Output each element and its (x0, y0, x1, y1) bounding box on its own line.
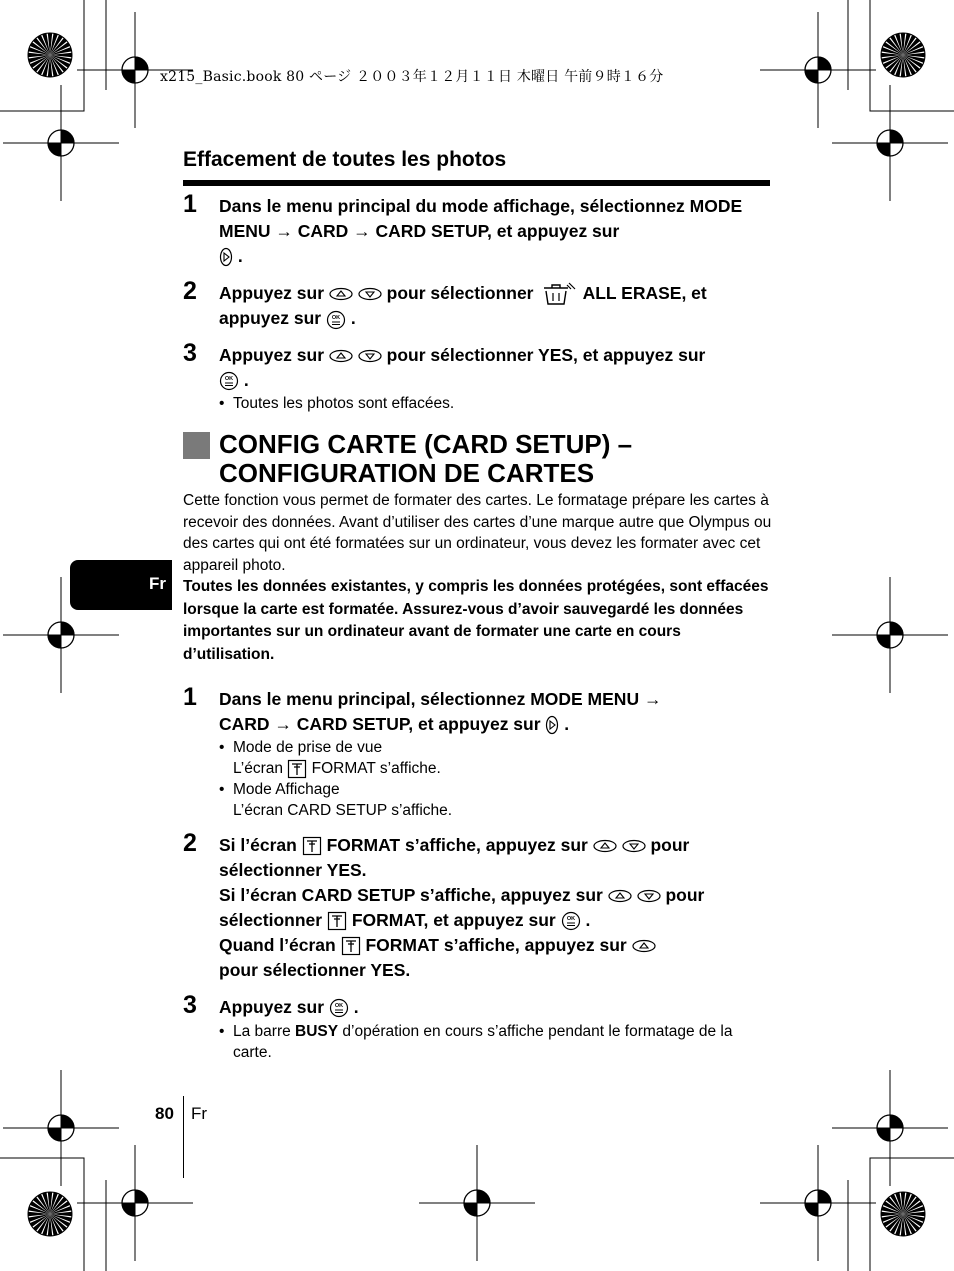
format-card-icon (287, 759, 307, 779)
step-number: 1 (183, 190, 197, 218)
step-text: . (243, 370, 249, 390)
section-title-line: CONFIG CARTE (CARD SETUP) – (219, 429, 633, 459)
step-text: CARD SETUP, et appuyez sur (291, 714, 541, 734)
svg-text:OK: OK (334, 1003, 344, 1010)
section-warning: Toutes les données existantes, y compris les données protégées, sont effacées lorsque la carte est formatée. Assurez-vous d’avoir sauvegardé les données importantes sur un ordinateur avant de formater une carte en cours d’utilisation. (183, 578, 769, 663)
step-text: . (237, 246, 243, 266)
section-title-line: CONFIGURATION DE CARTES (219, 458, 595, 488)
step-text: ALL ERASE, et (582, 283, 707, 303)
erase-step-1 (183, 190, 773, 269)
ok-button-icon (329, 998, 349, 1018)
setup-step-3 (183, 991, 773, 1020)
step-text: appuyez sur (219, 308, 322, 329)
section-intro: Cette fonction vous permet de formater des cartes. Le formatage prépare les cartes à recevoir des données. Avant d’utiliser des cartes d’une marque autre que Olympus ou des cartes qui ont été formatées sur un ordinateur, vous devez les formater avec cet appareil photo. (183, 492, 772, 574)
step-text: . (564, 714, 570, 734)
note-text: L’écran CARD SETUP s’affiche. (233, 802, 453, 819)
step-text: pour sélectionner (386, 283, 534, 303)
step-text: CARD SETUP, et appuyez sur (370, 221, 620, 241)
svg-text:OK: OK (224, 376, 234, 383)
note-text: Mode Affichage (233, 781, 340, 798)
language-tab-label: Fr (149, 574, 166, 593)
step-number: 2 (183, 829, 197, 857)
ok-button-icon (219, 371, 239, 391)
setup-step-2 (183, 829, 773, 983)
erase-note: • Toutes les photos sont effacées. (219, 395, 455, 412)
step-text: Appuyez sur (219, 283, 325, 303)
step-text: . (353, 997, 359, 1017)
step-text: . (350, 308, 356, 329)
arrow-glyph: → (274, 714, 292, 734)
svg-text:OK: OK (566, 916, 575, 923)
step-number: 2 (183, 277, 197, 305)
section-title (183, 430, 773, 488)
step-text: . (585, 910, 591, 930)
section-marker (183, 432, 210, 459)
step-text: FORMAT s’affiche, appuyez sur (326, 835, 588, 855)
ok-button-icon (561, 911, 581, 931)
step-text: CARD (219, 714, 275, 734)
setup-step-3-note: • La barre BUSY d’opération en cours s’affiche pendant le formatage de la carte. (219, 1023, 733, 1061)
step-number: 3 (183, 339, 197, 367)
note-text: d’opération en cours s’affiche pendant le formatage de la carte. (233, 1023, 733, 1061)
note-text: Toutes les photos sont effacées. (233, 395, 455, 412)
language-tab (70, 560, 172, 610)
step-text: Appuyez sur (219, 997, 325, 1017)
step-number: 1 (183, 683, 197, 711)
step-text: Si l’écran CARD SETUP s’affiche, appuyez sur (219, 885, 603, 905)
step-text: pour sélectionner YES. (219, 960, 411, 980)
busy-label: BUSY (295, 1023, 339, 1040)
arrow-glyph: → (643, 689, 662, 709)
note-text: FORMAT s’affiche. (311, 760, 441, 777)
arrow-right-button-icon (545, 715, 559, 735)
format-card-icon (341, 936, 361, 956)
step-text: Appuyez sur (219, 345, 325, 365)
step-number: 3 (183, 991, 197, 1019)
setup-step-1 (183, 683, 773, 737)
up-arrow-button-icon (329, 349, 353, 363)
step-text: FORMAT s’affiche, appuyez sur (365, 935, 627, 955)
erase-step-3 (183, 339, 773, 393)
ok-button-icon (326, 310, 346, 330)
down-arrow-button-icon (358, 349, 382, 363)
down-arrow-button-icon (637, 889, 661, 903)
setup-step-1-notes: • Mode de prise de vue L’écran FORMAT s’affiche. • Mode Affichage L’écran CARD SETUP s’affiche. (219, 739, 453, 819)
print-header: x215_Basic.book 80 ページ ２００３年１２月１１日 木曜日 午前９時１６分 (160, 69, 664, 85)
step-text: FORMAT, et appuyez sur (351, 910, 556, 930)
subsection-title: Effacement de toutes les photos (183, 148, 770, 186)
up-arrow-button-icon (608, 889, 632, 903)
arrow-right-button-icon (219, 247, 233, 267)
step-text: Si l’écran (219, 835, 297, 855)
note-text: Mode de prise de vue (233, 739, 383, 756)
step-text: Quand l’écran (219, 935, 336, 955)
footer-divider (183, 1096, 184, 1178)
all-erase-trash-icon (538, 282, 578, 306)
step-text: Dans le menu principal, sélectionnez MODE MENU (219, 689, 644, 709)
up-arrow-button-icon (632, 939, 656, 953)
arrow-glyph: → (353, 221, 371, 241)
down-arrow-button-icon (622, 839, 646, 853)
arrow-glyph: → (275, 221, 293, 241)
page-language: Fr (191, 1104, 208, 1123)
svg-text:OK: OK (331, 314, 341, 321)
step-text: sélectionner YES. (219, 860, 367, 880)
up-arrow-button-icon (329, 287, 353, 301)
step-text: pour (665, 885, 705, 905)
format-card-icon (302, 836, 322, 856)
down-arrow-button-icon (358, 287, 382, 301)
page-number: 80 (155, 1104, 174, 1123)
up-arrow-button-icon (593, 839, 617, 853)
step-text: Dans le menu principal du mode affichage, sélectionnez MODE MENU (219, 196, 743, 241)
step-text: CARD (292, 221, 354, 241)
step-text: pour sélectionner YES, et appuyez sur (386, 345, 706, 365)
erase-step-2 (183, 277, 773, 331)
step-text: pour (650, 835, 690, 855)
step-text: sélectionner (219, 910, 323, 930)
note-text: L’écran (233, 760, 283, 777)
format-card-icon (327, 911, 347, 931)
note-text: La barre (233, 1023, 296, 1040)
